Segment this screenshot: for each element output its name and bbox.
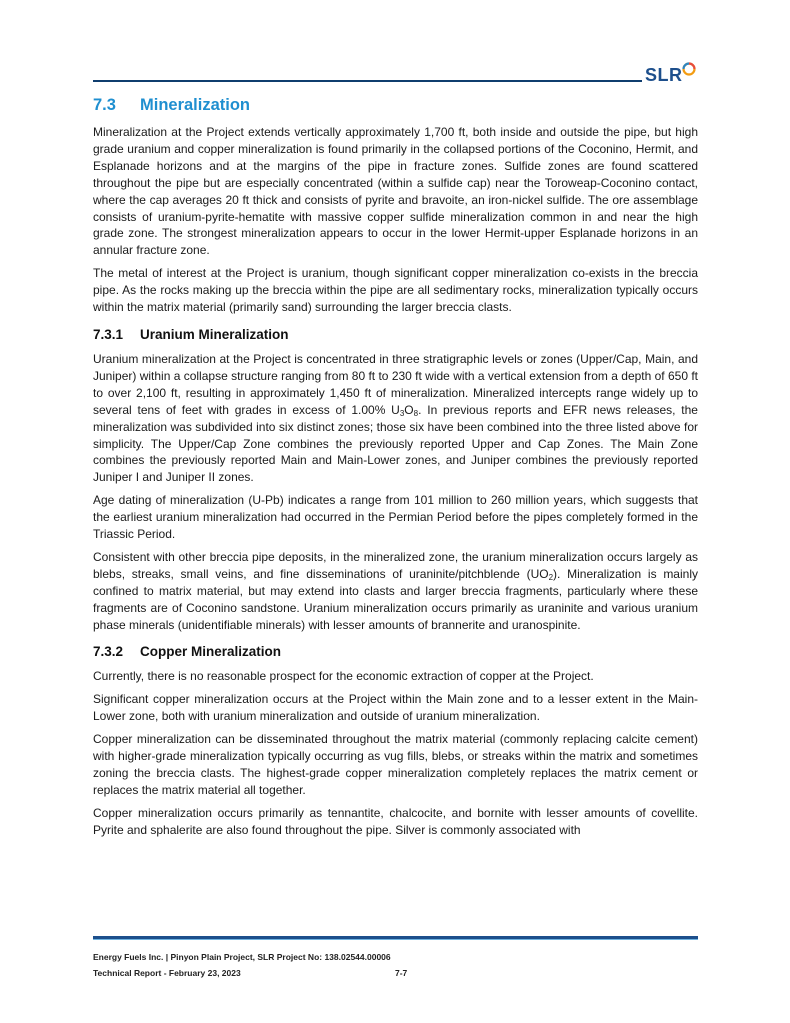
uranium-paragraph-2: Age dating of mineralization (U-Pb) indicates a range from 101 million to 260 million years, which suggests that the earliest uranium mineralization had occurred in the Permian Period before the pipes completely formed in the Triassic Period. (93, 493, 698, 542)
header-rule (93, 80, 642, 82)
copper-paragraph-3: Copper mineralization can be disseminated throughout the matrix material (commonly replacing calcite cement) with higher-grade mineralization typically occurring as vug fills, blebs, or streaks within the matrix and sometimes zoning the breccia clasts. The highest-grade copper mineralization completely replaces the matrix cement or replaces the matrix material all together. (93, 732, 698, 797)
copper-paragraph-2: Significant copper mineralization occurs at the Project within the Main zone and to a lesser extent in the Main-Lower zone, both with uranium mineralization and outside of uranium mineralization. (93, 692, 698, 724)
uranium-title: Uranium Mineralization (140, 326, 289, 342)
uranium-p1-sub-a: 3 (399, 408, 405, 418)
uranium-heading (93, 326, 698, 344)
section-paragraph-2: The metal of interest at the Project is uranium, though significant copper mineralization co-exists in the breccia pipe. As the rocks making up the breccia within the pipe are all sedimentary rocks, mineralization typically occurs within the matrix material (primarily sand) surrounding the larger breccia clasts. (93, 266, 698, 315)
copper-title: Copper Mineralization (140, 644, 282, 660)
footer-rule-accent (93, 939, 698, 940)
main-content (93, 94, 698, 845)
uranium-number: 7.3.1 (93, 326, 124, 342)
footer-project-line: Energy Fuels Inc. | Pinyon Plain Project, SLR Project No: 138.02544.00006 (93, 952, 391, 962)
copper-paragraph-1: Currently, there is no reasonable prospect for the economic extraction of copper at the Project. (93, 669, 594, 684)
copper-paragraph-4: Copper mineralization occurs primarily as tennantite, chalcocite, and bornite with lesser amounts of covellite. Pyrite and sphalerite are also found throughout the pipe. Silver is commonly associated with (93, 805, 698, 837)
footer-report-line: Technical Report - February 23, 2023 (93, 968, 241, 978)
section-number: 7.3 (93, 96, 116, 114)
logo-text: SLR (645, 65, 683, 85)
copper-number: 7.3.2 (93, 644, 124, 660)
copper-heading (93, 643, 698, 661)
uranium-p1-text-a: Uranium mineralization at the Project is concentrated in three stratigraphic levels or zones (Upper/Cap, Main, and Juniper) within a collapse structure ranging from 80 ft to 230 ft wide with a vertical extension from a depth of 650 ft to over 2,100 ft, resulting in approximately 1,450 ft of mineralization. Mineralized intercepts range widely up to several tens of feet with grades in excess of 1.00% U (93, 351, 698, 417)
section-title: Mineralization (140, 96, 251, 114)
section-paragraph-1: Mineralization at the Project extends vertically approximately 1,700 ft, both inside and outside the pipe, but high grade uranium and copper mineralization is found primarily in the collapsed portions of the Coconino, Hermit, and Esplanade horizons and at the margins of the pipe in fracture zones. Sulfide zones are found scattered throughout the pipe but are especially concentrated (within a sulfide cap) near the Toroweap-Coconino contact, where the cap averages 20 ft thick and consists of pyrite and bravoite, an iron-nickel sulfide. The ore assemblage consists of uranium-pyrite-hematite with massive copper sulfide mineralization common in and near the high grade zone. The strongest mineralization appears to occur in the lower Hermit-upper Esplanade horizons in an annular fracture zone. (93, 125, 698, 258)
uranium-p1-text-b: O (404, 402, 414, 417)
uranium-paragraph-3 (93, 549, 698, 634)
uranium-p3-text-a: Consistent with other breccia pipe deposits, in the mineralized zone, the uranium mineralization occurs largely as blebs, streaks, small veins, and fine disseminations of uraninite/pitchblende (UO (93, 549, 698, 581)
uranium-paragraph-1 (93, 351, 698, 486)
section-heading (93, 94, 698, 116)
page-number: 7-7 (395, 968, 408, 978)
uranium-p1-text-c: . In previous reports and EFR news releases, the mineralization was subdivided into six distinct zones; those six have been combined into the three listed above for simplicity. The Upper/Cap Zone combines the previously reported Upper and Cap Zones. The Main Zone combines the previously reported Main and Main-Lower zones, and Juniper combines the previously reported Juniper I and Juniper II zones. (93, 402, 698, 485)
slr-swirl-logo-icon (681, 61, 697, 77)
uranium-p3-sub: 2 (548, 572, 554, 582)
uranium-p3-text-b: ). Mineralization is mainly confined to matrix material, but may extend into clasts and larger breccia fragments, particularly where these fragments are of Coconino sandstone. Uranium mineralization occurs primarily as uraninite and various uranium phase minerals (unidentifiable minerals) with lesser amounts of brannerite and uranospinite. (93, 566, 698, 632)
uranium-p1-sub-b: 8 (413, 408, 419, 418)
company-logo (645, 64, 705, 86)
